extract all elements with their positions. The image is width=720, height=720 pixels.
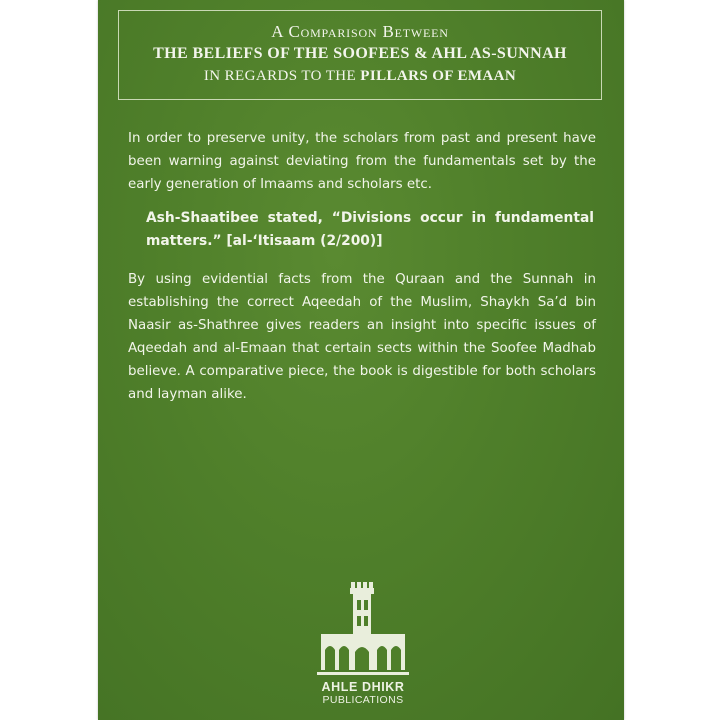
title-line-3 bbox=[119, 65, 601, 87]
title-line-1: A Comparison Between bbox=[271, 22, 449, 41]
title-line-2: THE BELIEFS OF THE SOOFEES & AHL AS-SUNNAH bbox=[153, 45, 567, 62]
quote-paragraph: Ash-Shaatibee stated, “Divisions occur in fundamental matters.” [al-‘Itisaam (2/200)] bbox=[146, 210, 594, 249]
title-line-3-prefix: IN REGARDS TO THE bbox=[203, 68, 361, 84]
publisher-name: AHLE DHIKR bbox=[321, 680, 405, 694]
title-box bbox=[118, 10, 602, 100]
description-paragraph: By using evidential facts from the Quraan and the Sunnah in establishing the correct Aqeedah of the Muslim, Shaykh Sa’d bin Naasir as-Shathree gives readers an insight into specific issues of Aqeedah and al-Emaan that certain sects within the Soofee Madhab believe. A comparative piece, the book is digestible for both scholars and layman alike. bbox=[128, 272, 596, 402]
title-line-3-bold: PILLARS OF EMAAN bbox=[360, 68, 517, 84]
intro-paragraph: In order to preserve unity, the scholars from past and present have been warning against deviating from the fundamentals set by the early generation of Imaams and scholars etc. bbox=[128, 131, 596, 192]
publisher-subtitle: PUBLICATIONS bbox=[322, 694, 404, 706]
publisher-logo bbox=[303, 578, 423, 716]
minaret-building-icon bbox=[315, 578, 411, 678]
book-back-cover bbox=[98, 0, 624, 720]
